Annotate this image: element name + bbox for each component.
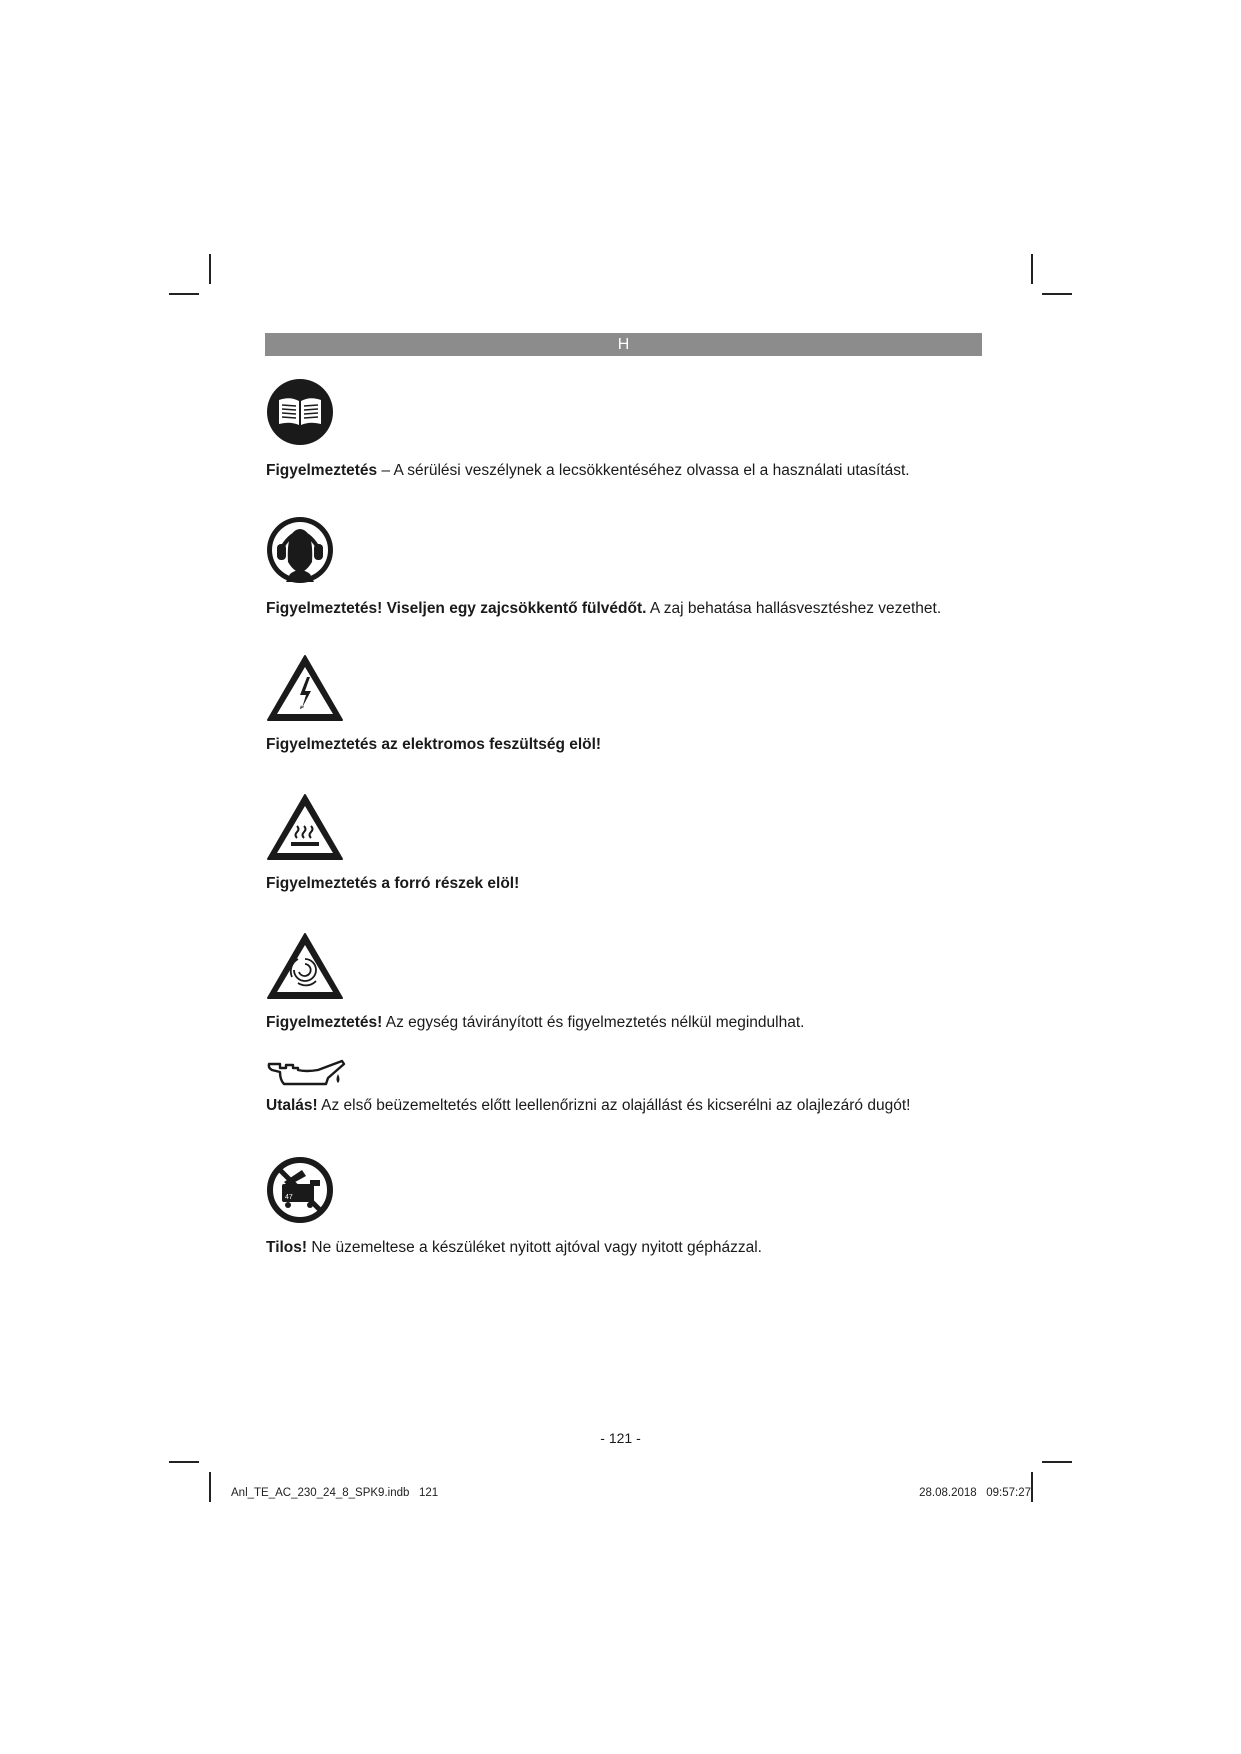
hot-surface-warning-icon — [266, 792, 344, 862]
notice-oil-level — [266, 1058, 1006, 1116]
svg-text:47: 47 — [285, 1194, 293, 1201]
no-open-housing-icon — [266, 1156, 334, 1224]
crop-mark — [169, 293, 199, 295]
warning-electric-voltage — [266, 653, 1006, 755]
footer-timestamp: 28.08.2018 09:57:27 — [919, 1487, 1031, 1499]
warning-caption: Figyelmeztetés az elektromos feszültség elöl! — [266, 736, 602, 753]
warning-caption: Tilos! Ne üzemeltese a készüléket nyitott ajtóval vagy nyitott gépházzal. — [266, 1239, 762, 1256]
warning-caption: Figyelmeztetés a forró részek elöl! — [266, 875, 520, 892]
warning-caption: Figyelmeztetés! Viseljen egy zajcsökkentő fülvédőt. A zaj behatása hallásvesztéshez vezethet. — [266, 600, 942, 617]
prohibition-open-housing — [266, 1156, 1006, 1258]
warning-caption: Figyelmeztetés! Az egység távirányított és figyelmeztetés nélkül megindulhat. — [266, 1014, 805, 1031]
crop-mark — [209, 254, 211, 284]
warning-read-manual — [266, 378, 1006, 481]
ear-protection-icon — [266, 516, 334, 584]
read-manual-icon — [266, 378, 334, 446]
crop-mark — [169, 1461, 199, 1463]
crop-mark — [1031, 254, 1033, 284]
language-header-bar — [265, 333, 982, 356]
warning-automatic-start — [266, 931, 1006, 1033]
crop-mark — [1042, 293, 1072, 295]
crop-mark — [209, 1472, 211, 1502]
warning-caption: Utalás! Az első beüzemeltetés előtt leellenőrizni az olajállást és kicserélni az olajlezáró dugót! — [266, 1097, 911, 1114]
language-code: H — [617, 336, 630, 353]
warning-hot-surface — [266, 792, 1006, 894]
page-number: - 121 - — [600, 1430, 641, 1446]
electric-voltage-warning-icon — [266, 653, 344, 723]
warning-ear-protection — [266, 516, 1006, 619]
warning-caption: Figyelmeztetés – A sérülési veszélynek a lecsökkentéséhez olvassa el a használati utasítást. — [266, 462, 910, 479]
crop-mark — [1042, 1461, 1072, 1463]
oil-can-icon — [266, 1058, 350, 1092]
crop-mark — [1031, 1472, 1033, 1502]
automatic-start-warning-icon — [266, 931, 344, 1001]
footer-file-info: Anl_TE_AC_230_24_8_SPK9.indb 121 — [231, 1487, 439, 1499]
